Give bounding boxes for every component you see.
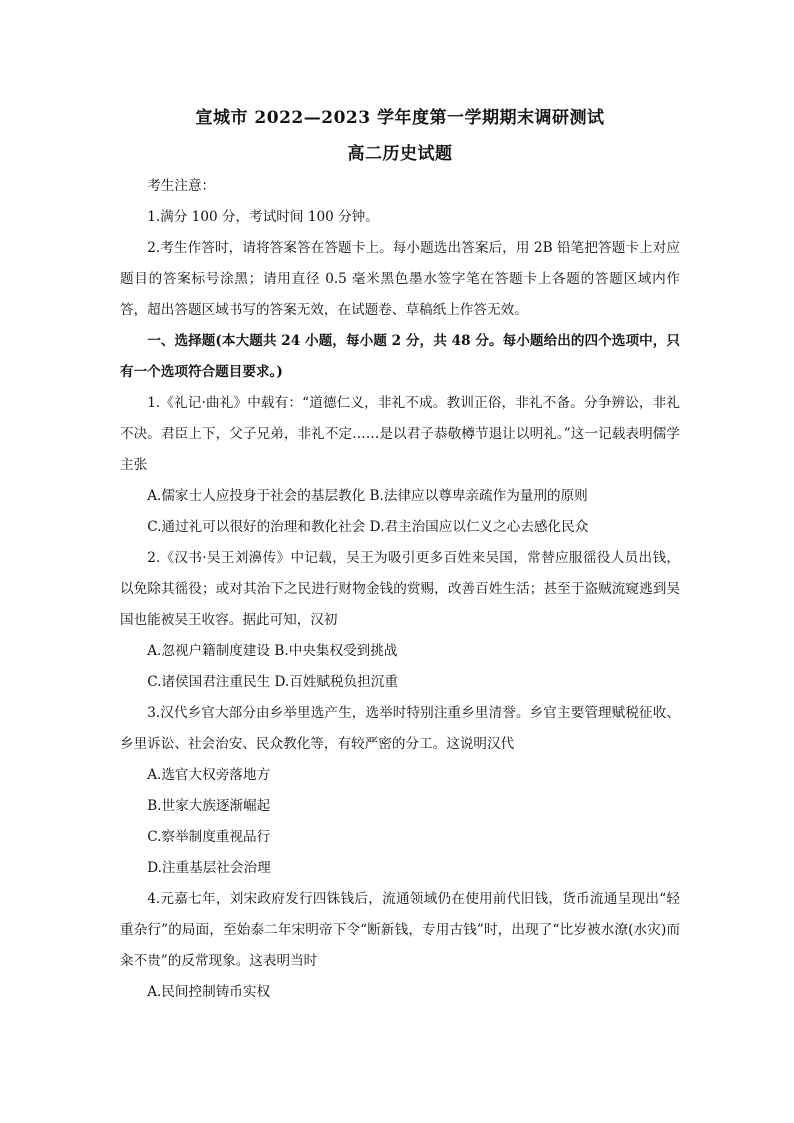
notice-heading: 考生注意： bbox=[147, 178, 216, 194]
question-4 bbox=[120, 884, 680, 1008]
question-option: A.儒家士人应投身于社会的基层教化 B.法律应以尊卑亲疏作为量刑的原则 bbox=[147, 488, 588, 504]
question-option: A.忽视户籍制度建设 B.中央集权受到挑战 bbox=[147, 643, 398, 659]
question-1 bbox=[120, 388, 680, 543]
section-heading: 一、选择题(本大题共 24 小题，每小题 2 分，共 48 分。每小题给出的四个选项中，只有一个选项符合题目要求。) bbox=[120, 333, 680, 380]
question-stem: 3.汉代乡官大部分由乡举里选产生，选举时特别注重乡里清誉。乡官主要管理赋税征收、乡里诉讼、社会治安、民众教化等，有较严密的分工。这说明汉代 bbox=[120, 705, 680, 752]
question-option: A.民间控制铸币实权 bbox=[147, 984, 271, 1000]
question-3 bbox=[120, 698, 680, 884]
notice-item-2: 2.考生作答时，请将答案答在答题卡上。每小题选出答案后，用 2B 铅笔把答题卡上对应题目的答案标号涂黑；请用直径 0.5 毫米黑色墨水签字笔在答题卡上各题的答题区域内作答，超出答题区域书写的答案无效，在试题卷、草稿纸上作答无效。 bbox=[120, 240, 680, 318]
question-option: C.通过礼可以很好的治理和教化社会 D.君主治国应以仁义之心去感化民众 bbox=[147, 519, 589, 535]
question-option: C.诸侯国君注重民生 D.百姓赋税负担沉重 bbox=[147, 674, 398, 690]
exam-subtitle: 高二历史试题 bbox=[347, 144, 453, 164]
question-option: A.选官大权旁落地方 bbox=[147, 767, 271, 783]
question-2 bbox=[120, 543, 680, 698]
question-option: B.世家大族逐渐崛起 bbox=[147, 798, 271, 814]
question-option: C.察举制度重视品行 bbox=[147, 829, 271, 845]
question-stem: 1.《礼记·曲礼》中载有：“道德仁义，非礼不成。教训正俗，非礼不备。分争辨讼，非礼不决。君臣上下，父子兄弟，非礼不定……是以君子恭敬樽节退让以明礼。”这一记载表明儒学主张 bbox=[120, 395, 680, 473]
page-content bbox=[120, 103, 680, 1008]
exam-title: 宣城市 2022—2023 学年度第一学期期末调研测试 bbox=[195, 108, 605, 128]
notice-item-1: 1.满分 100 分，考试时间 100 分钟。 bbox=[147, 209, 379, 225]
question-stem: 2.《汉书·吴王刘濞传》中记载，吴王为吸引更多百姓来吴国，常替应服徭役人员出钱，以免除其徭役；或对其治下之民进行财物金钱的赏赐，改善百姓生活；甚至于盗贼流窥逃到吴国也能被吴王收容。据此可知，汉初 bbox=[120, 550, 680, 628]
question-stem: 4.元嘉七年，刘宋政府发行四铢钱后，流通领域仍在使用前代旧钱，货币流通呈现出“轻重杂行”的局面，至始泰二年宋明帝下令“断新钱，专用古钱”时，出现了“比岁被水潦(水灾)而籴不贵”的反常现象。这表明当时 bbox=[120, 891, 680, 969]
question-option: D.注重基层社会治理 bbox=[147, 860, 271, 876]
